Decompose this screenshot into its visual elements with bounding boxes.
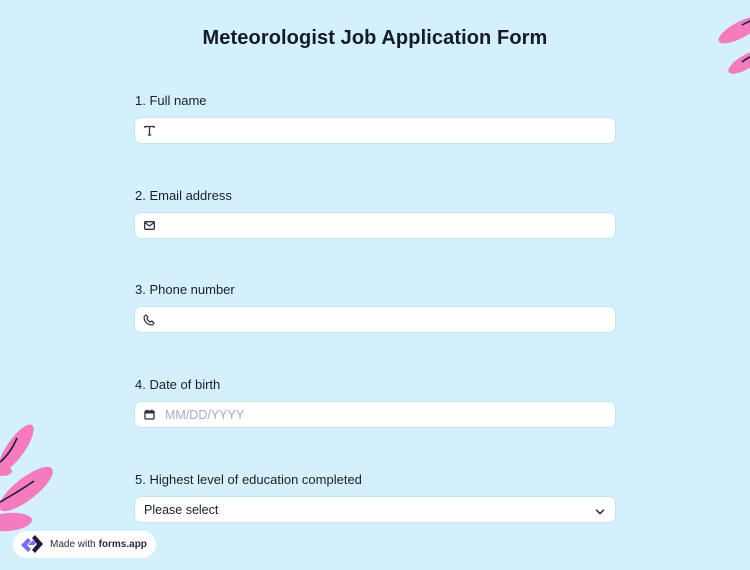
phone-input[interactable] xyxy=(165,307,615,332)
education-select-value: Please select xyxy=(144,502,219,517)
question-phone xyxy=(135,282,615,332)
calendar-icon xyxy=(143,409,155,421)
phone-icon xyxy=(143,314,155,326)
question-education xyxy=(135,472,615,522)
made-with-forms-app-badge[interactable] xyxy=(13,531,156,558)
question-label: 5. Highest level of education completed xyxy=(135,472,362,487)
badge-prefix: Made with xyxy=(50,539,96,550)
education-select[interactable] xyxy=(135,497,615,522)
full-name-input[interactable] xyxy=(165,118,615,143)
chevron-down-icon xyxy=(595,504,605,522)
date-of-birth-input[interactable] xyxy=(165,402,615,427)
email-input[interactable] xyxy=(165,213,615,238)
question-date-of-birth xyxy=(135,377,615,427)
date-of-birth-field[interactable] xyxy=(135,402,615,427)
question-full-name xyxy=(135,93,615,143)
forms-app-logo-icon xyxy=(19,534,45,556)
envelope-icon xyxy=(143,220,155,232)
question-label: 3. Phone number xyxy=(135,282,235,297)
phone-field[interactable] xyxy=(135,307,615,332)
question-label: 2. Email address xyxy=(135,188,232,203)
question-email xyxy=(135,188,615,238)
full-name-field[interactable] xyxy=(135,118,615,143)
question-label: 1. Full name xyxy=(135,93,207,108)
form-title: Meteorologist Job Application Form xyxy=(202,27,548,49)
decorative-leaves-bottom-left xyxy=(0,410,70,535)
email-field[interactable] xyxy=(135,213,615,238)
badge-brand: forms.app xyxy=(98,539,147,550)
question-label: 4. Date of birth xyxy=(135,377,221,392)
text-icon xyxy=(143,125,155,137)
